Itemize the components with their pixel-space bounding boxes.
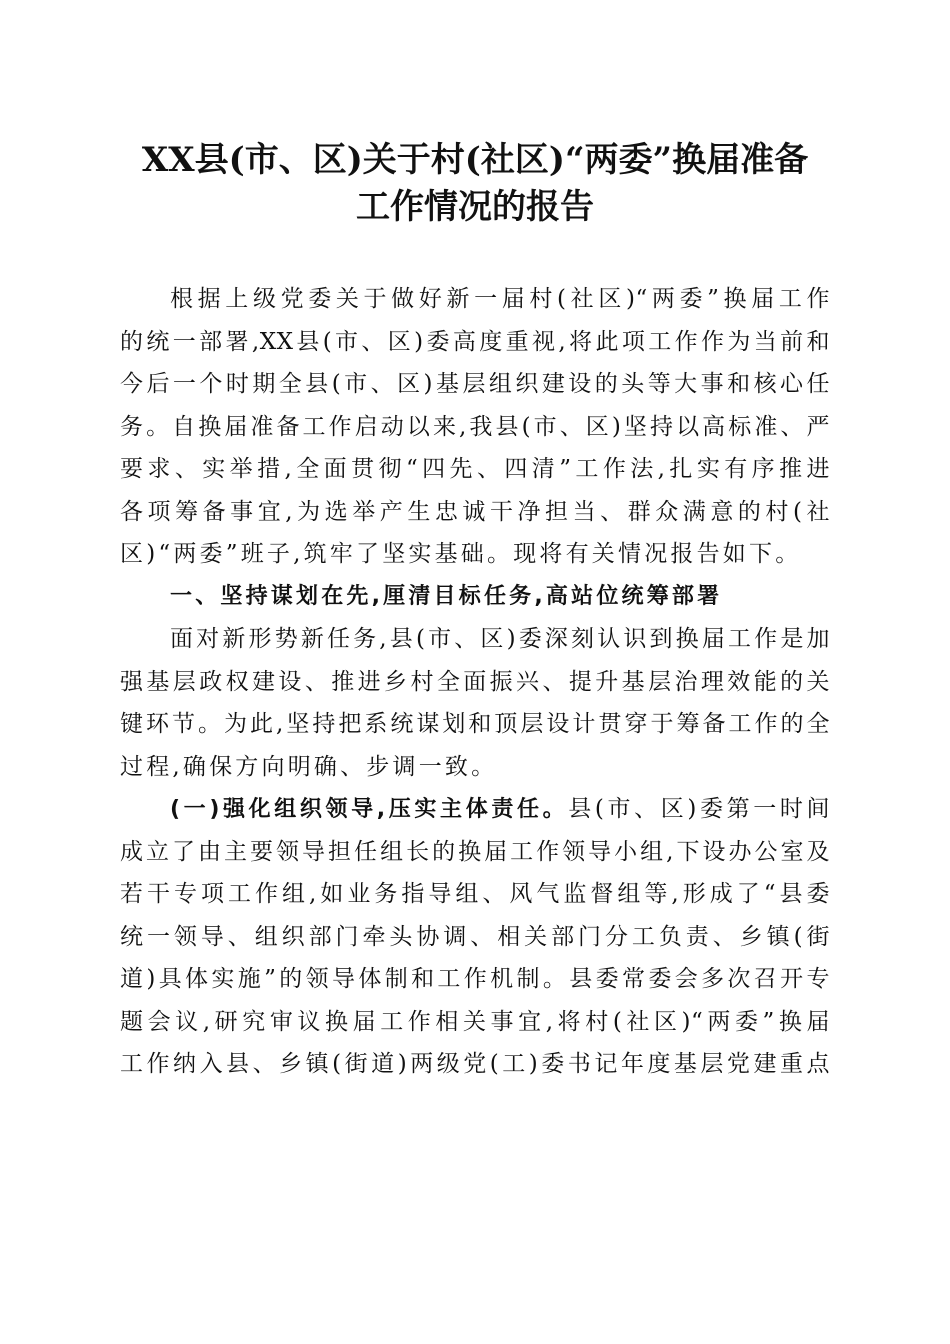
paragraph-line: 统一领导、组织部门牵头协调、相关部门分工负责、乡镇(街 <box>120 923 830 950</box>
document-title-line-2: 工作情况的报告 <box>356 187 594 227</box>
paragraph-line: 务。自换届准备工作启动以来,我县(市、区)坚持以高标准、严 <box>120 413 830 440</box>
document-title-line-1: XX县(市、区)关于村(社区)“两委”换届准备 <box>141 140 809 180</box>
document-body <box>120 278 830 1086</box>
paragraph-line: 面对新形势新任务,县(市、区)委深刻认识到换届工作是加 <box>170 626 830 652</box>
subsection-heading: (一)强化组织领导,压实主体责任。 <box>170 797 569 822</box>
section-heading: 一、坚持谋划在先,厘清目标任务,高站位统筹部署 <box>170 583 723 609</box>
paragraph-line: 若干专项工作组,如业务指导组、风气监督组等,形成了“县委 <box>120 881 830 907</box>
paragraph-line: 要求、实举措,全面贯彻“四先、四清”工作法,扎实有序推进 <box>120 456 830 482</box>
paragraph-line: 工作纳入县、乡镇(街道)两级党(工)委书记年度基层党建重点 <box>120 1051 830 1077</box>
paragraph-line: 题会议,研究审议换届工作相关事宜,将村(社区)“两委”换届 <box>120 1008 830 1035</box>
paragraph-line: 过程,确保方向明确、步调一致。 <box>120 753 498 780</box>
paragraph-line: 的统一部署,XX县(市、区)委高度重视,将此项工作作为当前和 <box>120 328 830 355</box>
paragraph-line: 今后一个时期全县(市、区)基层组织建设的头等大事和核心任 <box>120 371 830 397</box>
paragraph-line: 区)“两委”班子,筑牢了坚实基础。现将有关情况报告如下。 <box>120 541 802 567</box>
paragraph-line: 道)具体实施”的领导体制和工作机制。县委常委会多次召开专 <box>120 966 830 992</box>
paragraph-text: 县(市、区)委第一时间 <box>568 796 830 822</box>
paragraph-line <box>120 788 830 831</box>
paragraph-line: 根据上级党委关于做好新一届村(社区)“两委”换届工作 <box>170 286 830 312</box>
paragraph-line: 强基层政权建设、推进乡村全面振兴、提升基层治理效能的关 <box>120 668 830 695</box>
paragraph-line: 成立了由主要领导担任组长的换届工作领导小组,下设办公室及 <box>120 838 830 865</box>
paragraph-line: 键环节。为此,坚持把系统谋划和顶层设计贯穿于筹备工作的全 <box>120 711 830 737</box>
paragraph-line: 各项筹备事宜,为选举产生忠诚干净担当、群众满意的村(社 <box>120 498 830 525</box>
